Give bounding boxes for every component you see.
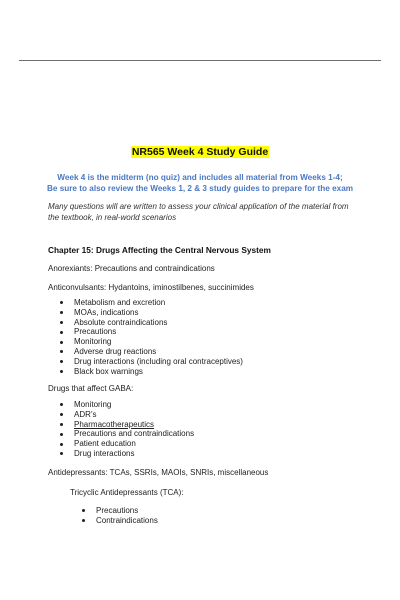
list-item: Adverse drug reactions <box>60 347 243 357</box>
list-item: Metabolism and excretion <box>60 298 243 308</box>
antidepressants-line: Antidepressants: TCAs, SSRIs, MAOIs, SNRIs, miscellaneous <box>48 468 269 477</box>
gaba-heading: Drugs that affect GABA: <box>48 384 134 393</box>
intro-note <box>48 201 368 223</box>
list-item: Drug interactions (including oral contraceptives) <box>60 357 243 367</box>
list-item: Patient education <box>60 439 194 449</box>
list-item: Precautions <box>82 506 158 516</box>
list-item: Drug interactions <box>60 449 194 459</box>
list-item-link[interactable]: Pharmacotherapeutics <box>60 420 194 430</box>
chapter-heading: Chapter 15: Drugs Affecting the Central Nervous System <box>48 245 271 255</box>
tca-list <box>82 506 158 526</box>
list-item: MOAs, indications <box>60 308 243 318</box>
list-item: ADR’s <box>60 410 194 420</box>
list-item: Contraindications <box>82 516 158 526</box>
list-item: Precautions <box>60 327 243 337</box>
anorexiants-line: Anorexiants: Precautions and contraindications <box>48 264 215 273</box>
note-line-1: Many questions will are written to assess your clinical application of the material from <box>48 202 349 211</box>
anticonvulsant-list <box>60 298 243 376</box>
subtitle-line-1: Week 4 is the midterm (no quiz) and includes all material from Weeks 1-4; <box>57 173 343 182</box>
list-item: Monitoring <box>60 400 194 410</box>
list-item: Precautions and contraindications <box>60 429 194 439</box>
note-line-2: the textbook, in real-world scenarios <box>48 213 177 222</box>
subtitle-line-2: Be sure to also review the Weeks 1, 2 & 3 study guides to prepare for the exam <box>46 184 354 193</box>
tca-heading: Tricyclic Antidepressants (TCA): <box>70 488 184 497</box>
list-item: Absolute contraindications <box>60 318 243 328</box>
list-item: Black box warnings <box>60 367 243 377</box>
title-block <box>0 142 400 160</box>
subtitle-block <box>0 172 400 194</box>
document-title: NR565 Week 4 Study Guide <box>131 146 269 158</box>
header-divider <box>19 60 381 61</box>
list-item: Monitoring <box>60 337 243 347</box>
gaba-list <box>60 400 194 459</box>
anticonvulsants-line: Anticonvulsants: Hydantoins, iminostilbenes, succinimides <box>48 283 254 292</box>
